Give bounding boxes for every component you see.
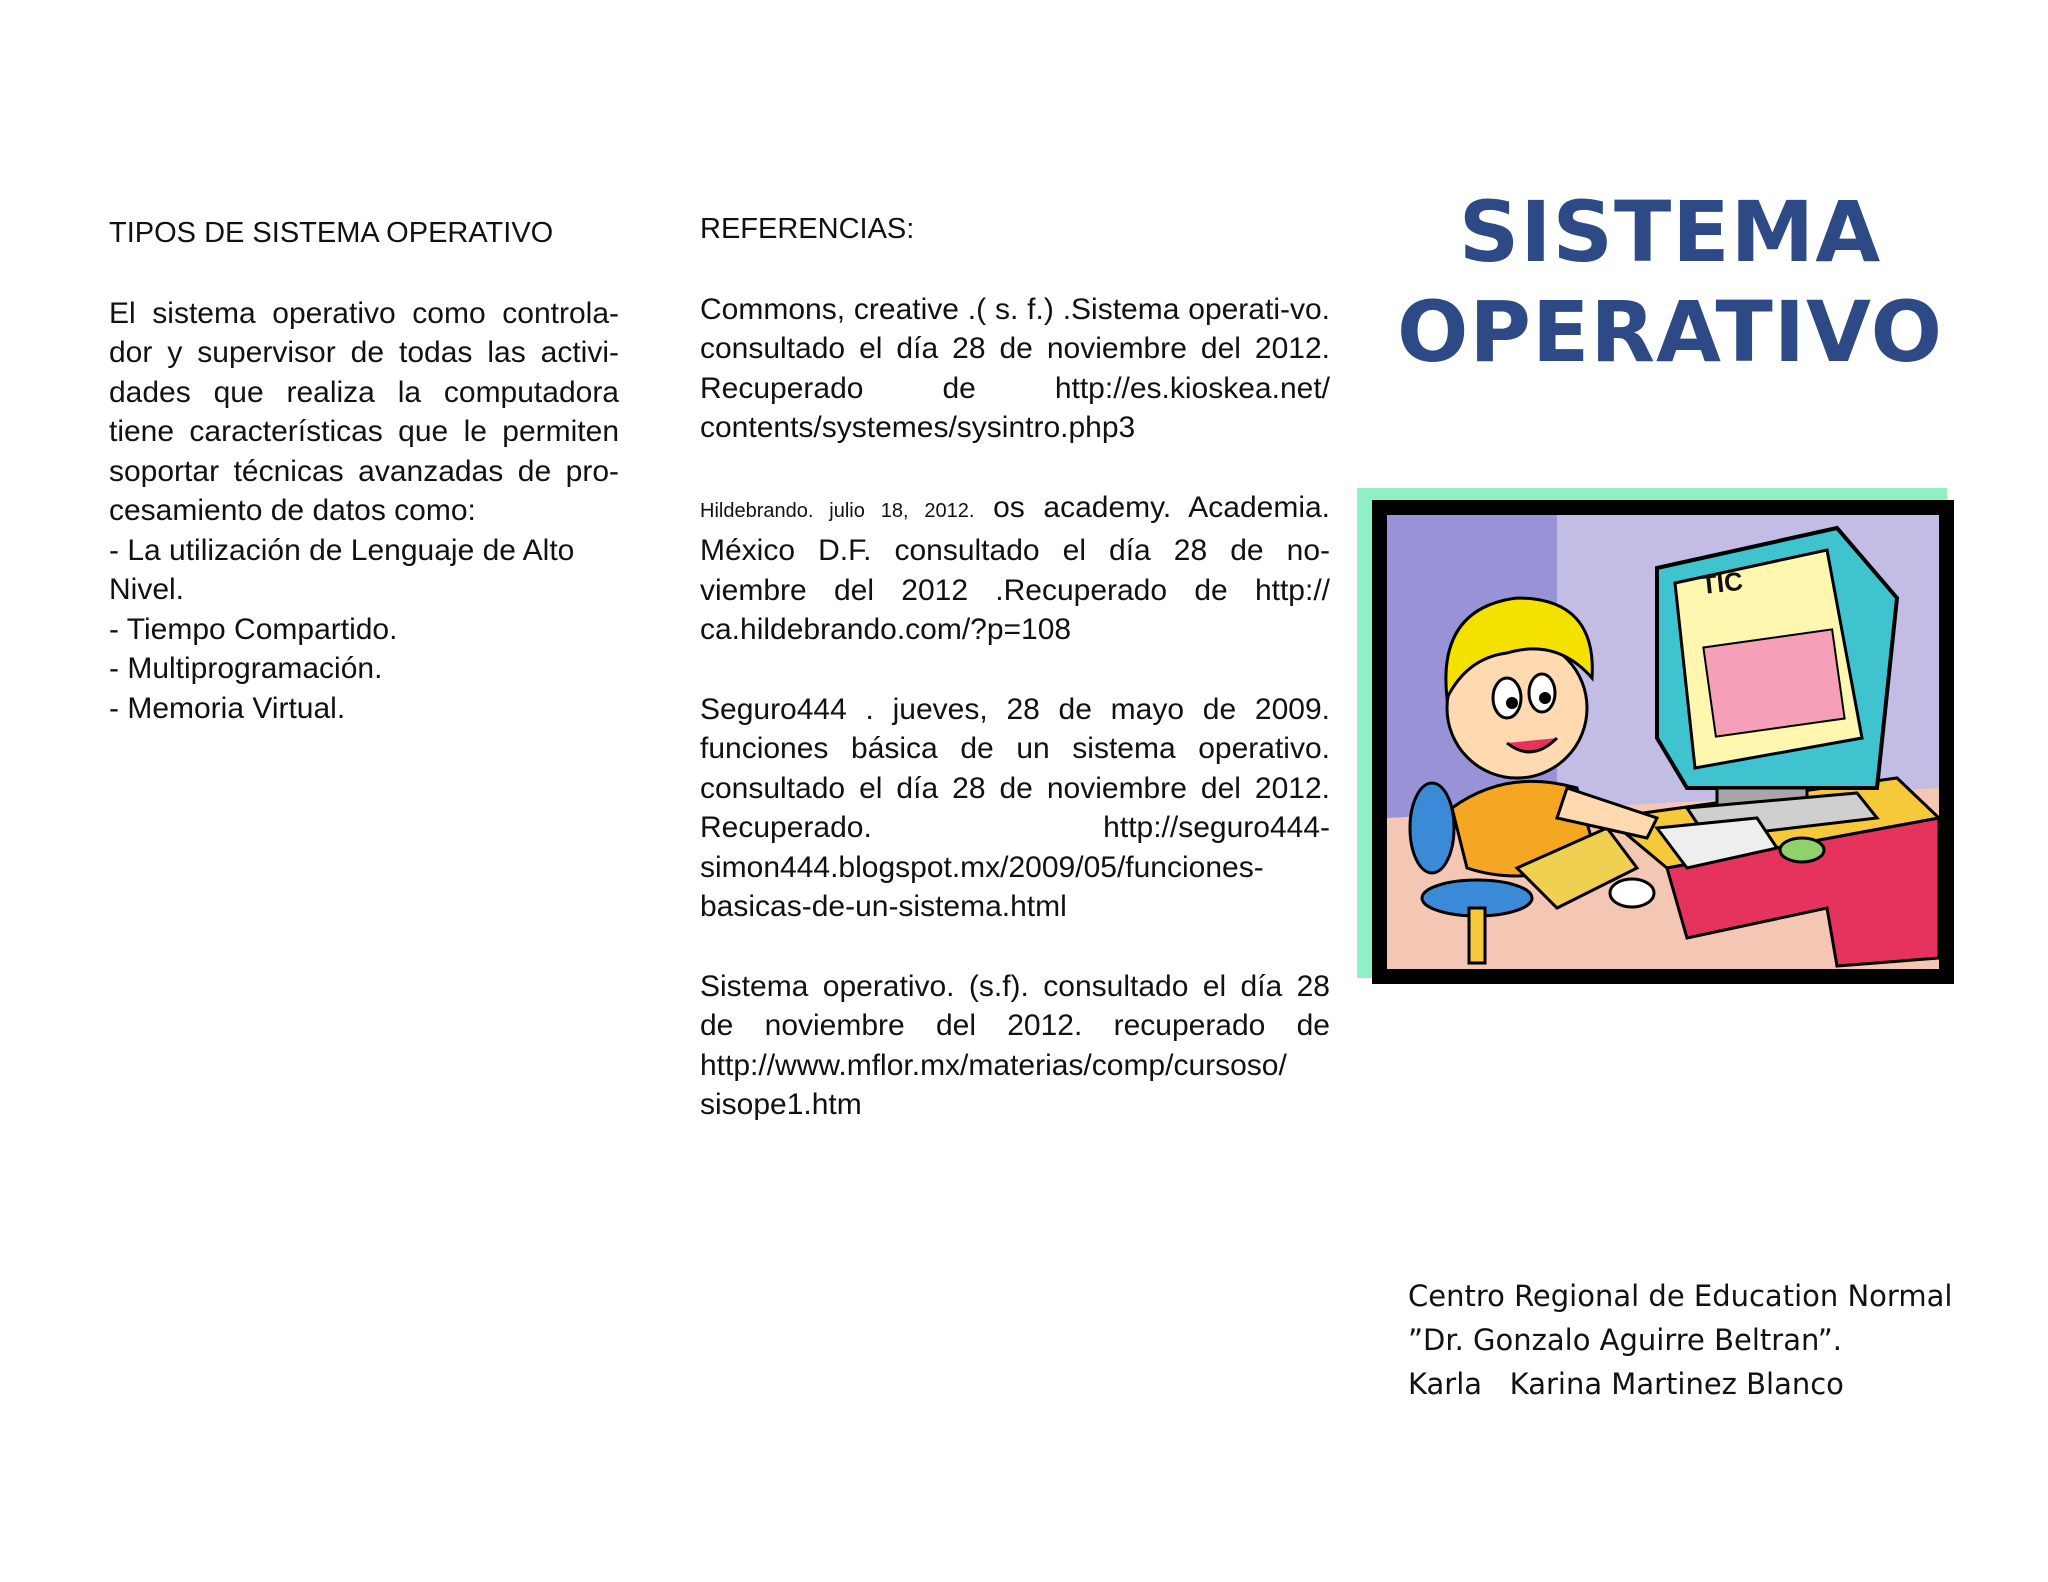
- institution-subtitle: ”Dr. Gonzalo Aguirre Beltran”.: [1408, 1323, 1842, 1357]
- reference-item: [700, 488, 1330, 650]
- reference-item: [700, 967, 1330, 1125]
- reference-text: Seguro444 . jueves, 28 de mayo de 2009. funciones básica de un sistema operativo. consultado el día 28 de noviembre del 2012. Recuperado. http://seguro444-simon444.blogspot.mx/2009/05/funciones-basicas-de-un-sistema.html: [700, 692, 1330, 923]
- reference-text: os academy. Academia. México D.F. consultado el día 28 de no-viembre del 2012 .Recuperado de http:// ca.hildebrando.com/?p=108: [700, 490, 1330, 646]
- intro-paragraph: El sistema operativo como controla-dor y supervisor de todas las activi-dades que realiza la computadora tiene características que le permiten soportar técnicas avanzadas de pro-cesamiento de datos como:: [109, 296, 619, 527]
- title-line-1: SISTEMA: [1458, 183, 1882, 281]
- mouse-icon: [1780, 838, 1824, 862]
- left-column: [109, 214, 619, 728]
- list-item: - Tiempo Compartido.: [109, 612, 398, 646]
- list-item: - Memoria Virtual.: [109, 691, 346, 725]
- list-item: - Multiprogramación.: [109, 652, 383, 685]
- reference-text: Sistema operativo. (s.f). consultado el día 28 de noviembre del 2012. recuperado de http://www.mflor.mx/materias/comp/cursoso/ sisope1.htm: [700, 969, 1330, 1121]
- title-line-2: OPERATIVO: [1396, 283, 1944, 381]
- feature-list: [109, 531, 619, 729]
- child-at-computer-illustration: [1357, 488, 1954, 984]
- list-item: - La utilización de Lenguaje de Alto Nivel.: [109, 533, 575, 606]
- reference-small-prefix: Hildebrando. julio 18, 2012.: [700, 499, 975, 522]
- author-block: [1408, 1274, 2008, 1406]
- reference-item: [700, 290, 1330, 448]
- reference-item: [700, 690, 1330, 927]
- section-heading-tipos: TIPOS DE SISTEMA OPERATIVO: [109, 217, 554, 249]
- author-name: Karla Karina Martinez Blanco: [1408, 1367, 1844, 1401]
- reference-text: Commons, creative .( s. f.) .Sistema operati-vo. consultado el día 28 de noviembre del 2012. Recuperado de http://es.kioskea.net/ contents/systemes/sysintro.php3: [700, 292, 1330, 444]
- references-heading: REFERENCIAS:: [700, 213, 915, 245]
- references-column: [700, 210, 1330, 1165]
- screen-label: TIC: [1699, 565, 1745, 600]
- cover-title: [1390, 182, 1950, 382]
- institution-name: Centro Regional de Education Normal: [1408, 1279, 1953, 1313]
